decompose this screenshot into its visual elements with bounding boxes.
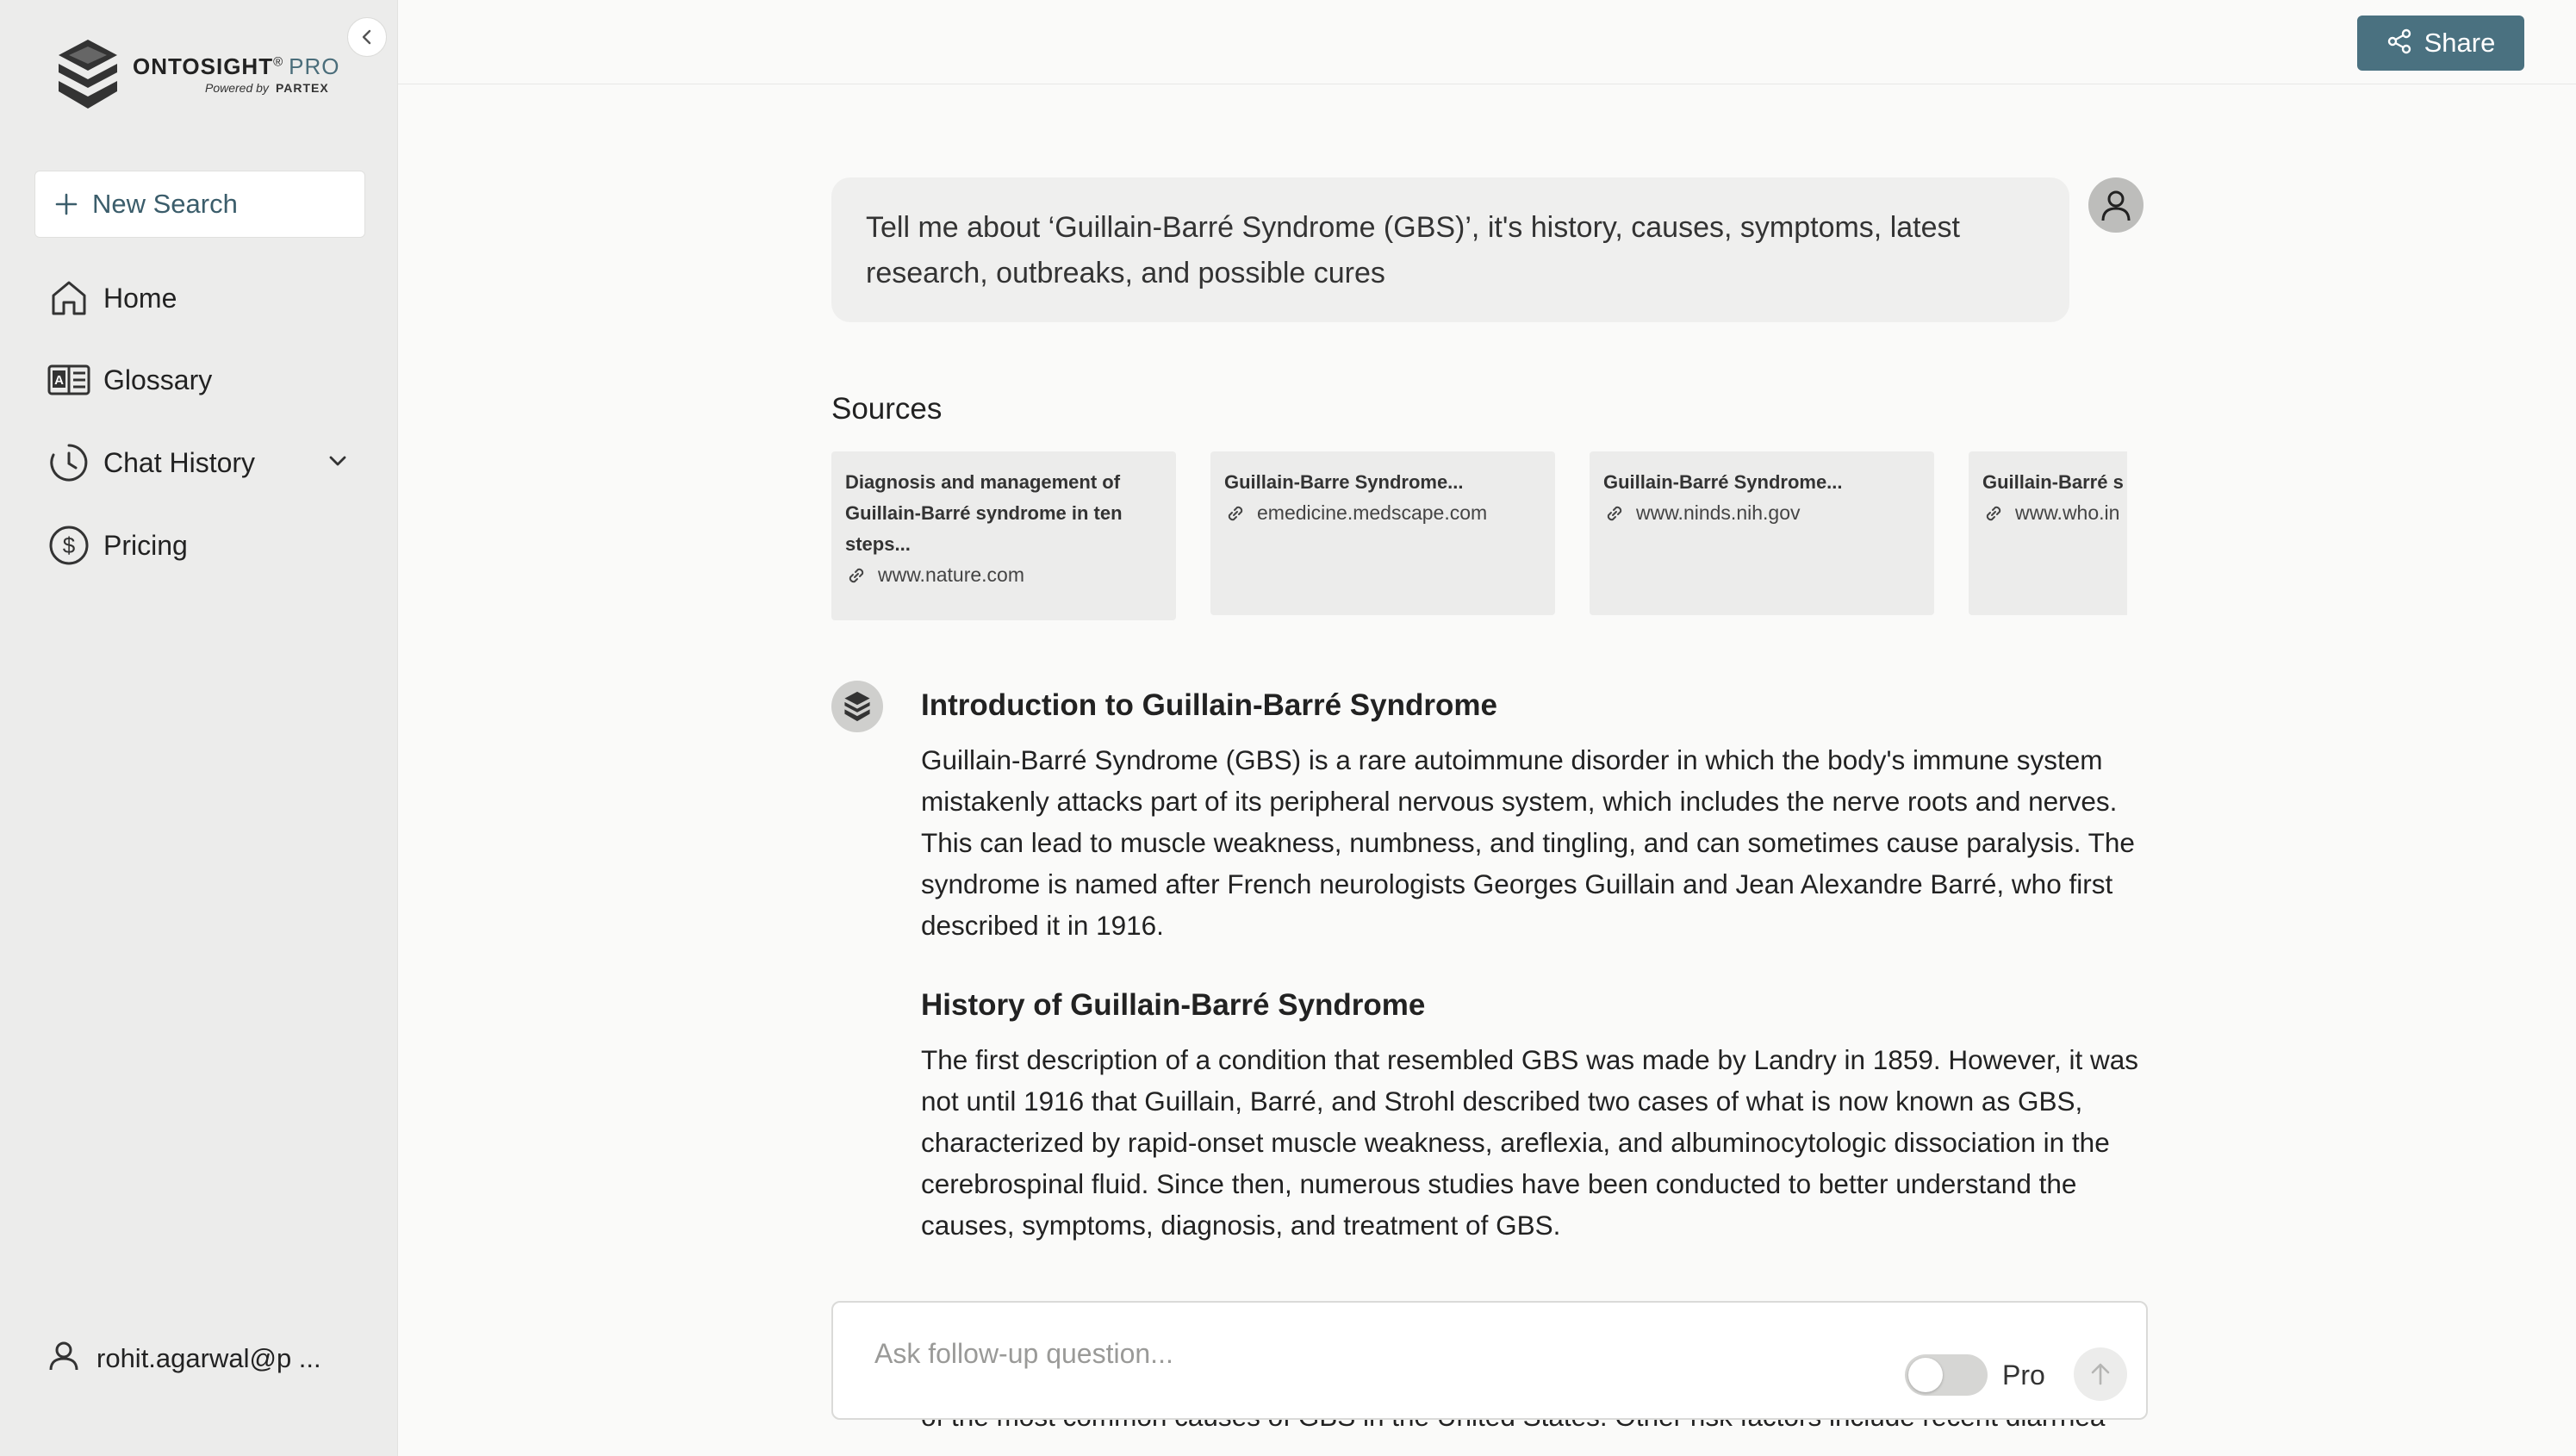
source-title: Diagnosis and management of Guillain-Barré syndrome in ten steps... — [845, 471, 1123, 555]
sidebar-item-home[interactable] — [47, 272, 374, 324]
new-search-label: New Search — [92, 189, 238, 219]
source-title: Guillain-Barré Syndrome... — [1603, 471, 1843, 493]
logo[interactable] — [55, 38, 348, 115]
avatar — [2088, 177, 2144, 233]
toggle-knob — [1908, 1358, 1943, 1392]
source-card[interactable] — [1210, 451, 1555, 615]
account-email: rohit.agarwal@p ... — [96, 1342, 321, 1373]
sidebar-item-label: Home — [103, 282, 177, 314]
share-button[interactable] — [2357, 16, 2524, 71]
source-card[interactable] — [1969, 451, 2127, 615]
brand-powered-by: Powered by PARTEX — [205, 81, 329, 95]
section-paragraph: The first description of a condition that resembled GBS was made by Landry in 1859. However, it was not until 1916 that Guillain, Barré, and Strohl described two cases of what is now known as GBS, characterized by rapid-onset muscle weakness, areflexia, and albuminocytologic dissociation in the cerebrospinal fluid. Since then, numerous studies have been conducted to better understand the causes, symptoms, diagnosis, and treatment of GBS. — [921, 1044, 2138, 1241]
source-url: www.ninds.nih.gov — [1603, 501, 1920, 525]
send-button[interactable] — [2074, 1347, 2127, 1401]
user-icon — [48, 1341, 79, 1376]
share-icon — [2386, 28, 2412, 59]
collapse-sidebar-button[interactable] — [347, 17, 387, 57]
svg-text:A: A — [54, 373, 64, 388]
answer-content — [921, 681, 2144, 1246]
sources-list — [831, 451, 2127, 624]
top-bar — [398, 0, 2576, 84]
link-icon — [845, 564, 868, 587]
sidebar-item-chat-history[interactable] — [47, 437, 374, 488]
source-title: Guillain-Barre Syndrome... — [1224, 471, 1464, 493]
dollar-icon — [47, 523, 91, 568]
brand-name: ONTOSIGHT® PRO — [133, 53, 340, 79]
chevron-down-icon[interactable] — [326, 449, 350, 477]
source-url: www.who.in — [1982, 501, 2127, 525]
sidebar-item-label: Pricing — [103, 529, 188, 561]
source-url: www.nature.com — [845, 563, 1162, 587]
source-card[interactable] — [831, 451, 1176, 620]
link-icon — [1982, 502, 2005, 525]
sidebar — [0, 0, 398, 1456]
section-heading: History of Guillain-Barré Syndrome — [921, 988, 1426, 1022]
section-heading: Introduction to Guillain-Barré Syndrome — [921, 688, 1497, 722]
pro-toggle[interactable] — [1905, 1354, 1988, 1396]
sidebar-item-label: Glossary — [103, 364, 213, 395]
new-search-button[interactable] — [34, 171, 365, 238]
brand-tier: PRO — [289, 53, 340, 79]
glossary-icon — [47, 358, 91, 402]
logo-mark-icon — [843, 691, 872, 722]
share-label: Share — [2424, 28, 2496, 58]
history-icon — [47, 440, 91, 485]
followup-box — [831, 1301, 2148, 1420]
section-paragraph: Guillain-Barré Syndrome (GBS) is a rare autoimmune disorder in which the body's immune system mistakenly attacks part of its peripheral nervous system, which includes the nerve roots and nerves. This can lead to muscle weakness, numbness, and tingling, and can sometimes cause paralysis. The syndrome is named after French neurologists Georges Guillain and Jean Alexandre Barré, who first described it in 1916. — [921, 744, 2135, 941]
followup-input[interactable] — [873, 1337, 1738, 1371]
source-url: emedicine.medscape.com — [1224, 501, 1541, 525]
sidebar-item-label: Chat History — [103, 446, 256, 478]
sources-heading: Sources — [831, 392, 943, 426]
home-icon — [47, 276, 91, 320]
source-card[interactable] — [1590, 451, 1934, 615]
assistant-avatar — [831, 681, 883, 732]
chevron-left-icon — [358, 28, 376, 46]
link-icon — [1603, 502, 1626, 525]
svg-text:$: $ — [62, 532, 76, 558]
source-title: Guillain-Barré s — [1982, 471, 2124, 493]
sidebar-item-pricing[interactable] — [47, 520, 374, 571]
sidebar-item-glossary[interactable] — [47, 354, 374, 406]
link-icon — [1224, 502, 1247, 525]
pro-toggle-label: Pro — [2002, 1360, 2045, 1391]
plus-icon — [53, 190, 80, 218]
logo-mark-icon — [55, 38, 121, 110]
account-menu[interactable] — [48, 1341, 321, 1376]
user-icon — [2099, 188, 2133, 222]
user-query-bubble: Tell me about ‘Guillain-Barré Syndrome (GBS)’, it's history, causes, symptoms, latest research, outbreaks, and possible cures — [831, 177, 2069, 322]
arrow-up-icon — [2088, 1361, 2113, 1387]
